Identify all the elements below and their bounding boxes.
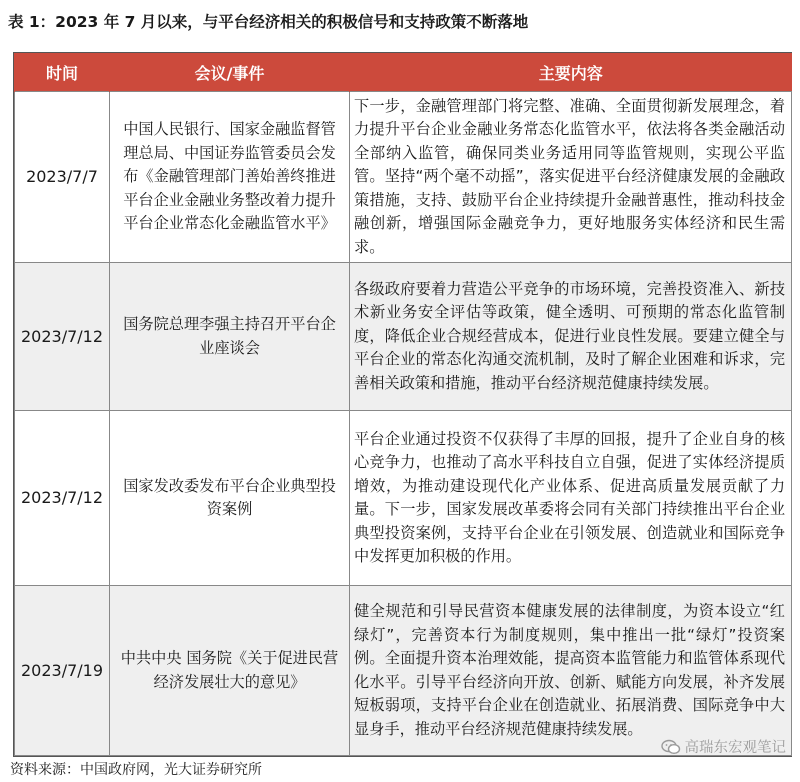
row-content: 健全规范和引导民营资本健康发展的法律制度，为资本设立“红绿灯”，完善资本行为制度规则，集中推出一批“绿灯”投资案例。全面提升资本治理效能，提高资本监管能力和监管体系现代化水平。引导平台经济向开放、创新、赋能方向发展，补齐发展短板弱项，支持平台企业在创造就业、拓展消费、国际竞争中大显身手，推动平台经济规范健康持续发展。 [350, 586, 792, 756]
row-content: 下一步，金融管理部门将完整、准确、全面贯彻新发展理念，着力提升平台企业金融业务常态化监管水平，依法将各类金融活动全部纳入监管，确保同类业务适用同等监管规则，实现公平监管。坚持“两个毫不动摇”，落实促进平台经济健康发展的金融政策措施，支持、鼓励平台企业持续提升金融普惠性，推动科技金融创新，增强国际金融竞争力，更好地服务实体经济和民生需求。 [350, 92, 792, 263]
row-meeting: 中国人民银行、国家金融监督管理总局、中国证券监管委员会发布《金融管理部门善始善终推进平台企业金融业务整改着力提升平台企业常态化金融监管水平》 [110, 92, 350, 263]
row-meeting: 国家发改委发布平台企业典型投资案例 [110, 411, 350, 586]
watermark-text: 高瑞东宏观笔记 [684, 740, 786, 756]
header-content: 主要内容 [350, 53, 792, 92]
table-row [15, 411, 792, 586]
table-row [15, 263, 792, 411]
header-meeting: 会议/事件 [110, 53, 350, 92]
row-meeting: 中共中央 国务院《关于促进民营经济发展壮大的意见》 [110, 586, 350, 756]
header-date: 时间 [15, 53, 110, 92]
wechat-icon [661, 739, 681, 755]
watermark [661, 736, 787, 757]
table-row [15, 92, 792, 263]
table-title: 表 1：2023 年 7 月以来，与平台经济相关的积极信号和支持政策不断落地 [8, 13, 529, 31]
row-meeting: 国务院总理李强主持召开平台企业座谈会 [110, 263, 350, 411]
source-note: 资料来源：中国政府网，光大证券研究所 [10, 762, 262, 778]
row-content: 各级政府要着力营造公平竞争的市场环境，完善投资准入、新技术新业务安全评估等政策，健全透明、可预期的常态化监管制度，降低企业合规经营成本，促进行业良性发展。要建立健全与平台企业的常态化沟通交流机制，及时了解企业困难和诉求，完善相关政策和措施，推动平台经济规范健康持续发展。 [350, 263, 792, 411]
table-row [15, 586, 792, 756]
row-date: 2023/7/7 [15, 92, 110, 263]
row-date: 2023/7/12 [15, 263, 110, 411]
row-date: 2023/7/19 [15, 586, 110, 756]
policy-table [13, 52, 792, 757]
table-header-row [15, 53, 792, 92]
row-content: 平台企业通过投资不仅获得了丰厚的回报，提升了企业自身的核心竞争力，也推动了高水平科技自立自强，促进了实体经济提质增效，为推动建设现代化产业体系、促进高质量发展贡献了力量。下一步，国家发展改革委将会同有关部门持续推出平台企业典型投资案例，支持平台企业在引领发展、创造就业和国际竞争中发挥更加积极的作用。 [350, 411, 792, 586]
row-date: 2023/7/12 [15, 411, 110, 586]
